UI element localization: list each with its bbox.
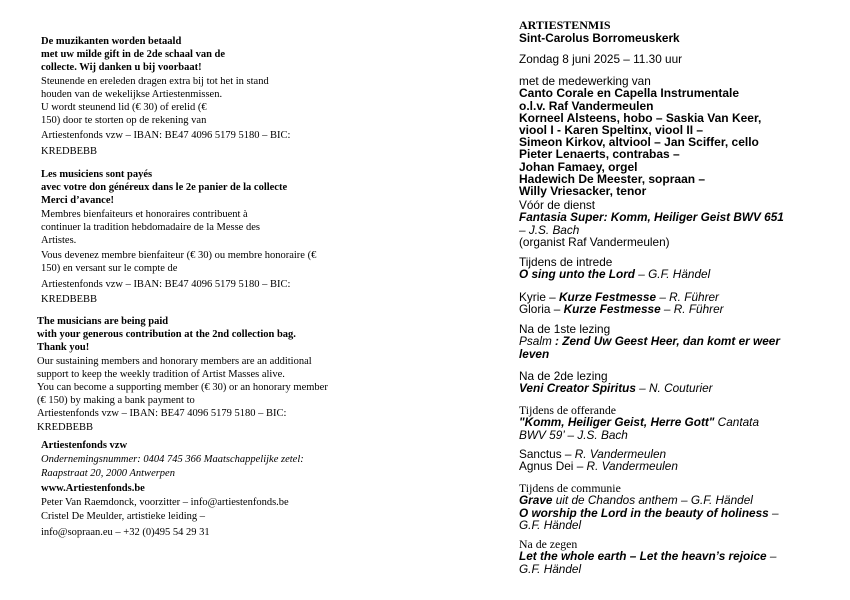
program-composer: G.F. Händel bbox=[519, 518, 582, 533]
english-body-line: KREDBEBB bbox=[37, 421, 94, 433]
performer-line: Canto Corale en Capella Instrumentale bbox=[519, 86, 740, 101]
program-work: "Komm, Heiliger Geist, Herre Gott" bbox=[519, 415, 715, 430]
english-body-line: Our sustaining members and honorary members are an additional bbox=[37, 355, 312, 367]
program-lezing-2 bbox=[519, 370, 713, 395]
english-notice bbox=[37, 315, 328, 434]
program-intrede bbox=[519, 256, 710, 281]
program-composer: G.F. Händel bbox=[519, 561, 582, 576]
dutch-body-line: U wordt steunend lid (€ 30) of erelid (€ bbox=[41, 102, 207, 114]
dutch-body-line: Steunende en ereleden dragen extra bij tot het in stand bbox=[41, 75, 269, 87]
program-label: Sanctus – bbox=[519, 447, 575, 461]
english-bold-line: Thank you! bbox=[37, 342, 90, 354]
performer-line: Pieter Lenaerts, contrabas – bbox=[519, 147, 680, 162]
french-bold-line: Merci d’avance! bbox=[41, 195, 114, 207]
program-work: leven bbox=[519, 346, 550, 361]
church-name: Sint-Carolus Borromeuskerk bbox=[519, 31, 680, 45]
english-body-line: (€ 150) by making a bank payment to bbox=[37, 395, 195, 407]
org-contact: Peter Van Raemdonck, voorzitter – info@artiestenfonds.be bbox=[41, 496, 289, 508]
performer-line: viool I - Karen Speltinx, viool II – bbox=[519, 123, 704, 138]
program-zegen bbox=[519, 538, 776, 575]
event-title: ARTIESTENMIS bbox=[519, 18, 611, 32]
program-composer: BWV 59’ – J.S. Bach bbox=[519, 427, 628, 442]
program-work: O worship the Lord in the beauty of holiness bbox=[519, 505, 769, 520]
dutch-body-line: Artiestenfonds vzw – IBAN: BE47 4096 5179 5180 – BIC: bbox=[41, 130, 291, 142]
program-offerande bbox=[519, 404, 759, 441]
dutch-bold-line: collecte. Wij danken u bij voorbaat! bbox=[41, 62, 202, 74]
program-heading: Vóór de dienst bbox=[519, 198, 596, 212]
french-notice bbox=[41, 168, 316, 306]
program-sanctus-agnus bbox=[519, 448, 678, 473]
program-work: : Zend Uw Geest Heer, dan komt er weer bbox=[551, 334, 780, 349]
program-composer: – R. Führer bbox=[660, 302, 724, 317]
program-work: O sing unto the Lord bbox=[519, 267, 635, 282]
dutch-notice bbox=[41, 35, 290, 158]
dutch-body-line: 150) door te storten op de rekening van bbox=[41, 115, 207, 127]
program-work: Kurze Festmesse bbox=[559, 290, 657, 304]
english-body-line: Artiestenfonds vzw – IBAN: BE47 4096 5179 5180 – BIC: bbox=[37, 408, 287, 420]
program-work: Let the whole earth – Let the heavn’s rejoice bbox=[519, 549, 767, 564]
french-body-line: Vous devenez membre bienfaiteur (€ 30) ou membre honoraire (€ bbox=[41, 250, 317, 262]
program-work: Kurze Festmesse bbox=[563, 302, 661, 317]
program-label: Psalm bbox=[519, 334, 552, 349]
program-label: Agnus Dei – bbox=[519, 459, 587, 474]
french-body-line: Artiestenfonds vzw – IBAN: BE47 4096 5179 5180 – BIC: bbox=[41, 278, 291, 290]
performer-line: o.l.v. Raf Vandermeulen bbox=[519, 98, 654, 113]
english-bold-line: The musicians are being paid bbox=[37, 316, 169, 327]
french-body-line: Artistes. bbox=[41, 235, 77, 247]
program-heading: Tijdens de offerande bbox=[519, 403, 616, 417]
organisation-info bbox=[41, 439, 304, 539]
program-lezing-1 bbox=[519, 323, 780, 360]
french-body-line: 150) en versant sur le compte de bbox=[41, 263, 178, 275]
org-registration: Ondernemingsnummer: 0404 745 366 Maatschappelijke zetel: bbox=[41, 454, 304, 466]
event-date: Zondag 8 juni 2025 – 11.30 uur bbox=[519, 52, 683, 66]
program-suffix: Cantata bbox=[714, 415, 760, 430]
org-registration: Raapstraat 20, 2000 Antwerpen bbox=[41, 468, 175, 480]
dutch-bold-line: De muzikanten worden betaald bbox=[41, 36, 182, 47]
english-bold-line: with your generous contribution at the 2nd collection bag. bbox=[37, 329, 296, 341]
org-name: Artiestenfonds vzw bbox=[41, 440, 128, 451]
performers-section bbox=[519, 75, 761, 197]
dutch-bold-line: met uw milde gift in de 2de schaal van de bbox=[41, 49, 226, 61]
program-heading: Na de 2de lezing bbox=[519, 369, 608, 383]
program-composer: – G.F. Händel bbox=[635, 267, 711, 282]
program-composer: – R. Führer bbox=[656, 290, 719, 304]
french-body-line: Membres bienfaiteurs et honoraires contribuent à bbox=[41, 208, 248, 220]
program-label: Gloria – bbox=[519, 302, 564, 317]
french-bold-line: avec votre don généreux dans le 2e panier de la collecte bbox=[41, 182, 288, 194]
program-work: Grave bbox=[519, 493, 553, 508]
program-rest: – bbox=[766, 549, 777, 564]
program-communie bbox=[519, 482, 779, 532]
performer-line: Hadewich De Meester, sopraan – bbox=[519, 171, 706, 186]
program-heading: Na de 1ste lezing bbox=[519, 322, 611, 336]
collaboration-intro: met de medewerking van bbox=[519, 74, 651, 88]
org-contact: info@sopraan.eu – +32 (0)495 54 29 31 bbox=[41, 527, 210, 539]
program-heading: Na de zegen bbox=[519, 537, 578, 551]
program-label: Kyrie – bbox=[519, 290, 559, 304]
event-header bbox=[519, 19, 680, 45]
french-body-line: KREDBEBB bbox=[41, 293, 98, 305]
program-rest: – bbox=[768, 505, 779, 520]
program-composer: R. Vandermeulen bbox=[574, 447, 667, 461]
dutch-body-line: KREDBEBB bbox=[41, 145, 98, 157]
performer-line: Korneel Alsteens, hobo – Saskia Van Keer, bbox=[519, 110, 762, 125]
program-work: Veni Creator Spiritus bbox=[519, 381, 636, 396]
performer-line: Simeon Kirkov, altviool – Jan Sciffer, cello bbox=[519, 135, 759, 150]
program-heading: Tijdens de communie bbox=[519, 481, 621, 495]
program-composer: R. Vandermeulen bbox=[586, 459, 678, 474]
org-website: www.Artiestenfonds.be bbox=[41, 482, 145, 494]
performer-line: Willy Vriesacker, tenor bbox=[519, 184, 647, 199]
program-ordinarium bbox=[519, 291, 724, 316]
program-composer: – N. Couturier bbox=[635, 381, 713, 396]
program-note: (organist Raf Vandermeulen) bbox=[519, 235, 670, 250]
performer-line: Johan Famaey, orgel bbox=[519, 159, 638, 174]
program-rest: uit de Chandos anthem – G.F. Händel bbox=[552, 493, 753, 508]
dutch-body-line: houden van de wekelijkse Artiestenmissen. bbox=[41, 88, 223, 100]
org-contact: Cristel De Meulder, artistieke leiding – bbox=[41, 511, 206, 523]
program-composer: – J.S. Bach bbox=[519, 222, 580, 237]
french-body-line: continuer la tradition hebdomadaire de la Messe des bbox=[41, 221, 260, 233]
french-bold-line: Les musiciens sont payés bbox=[41, 169, 153, 180]
program-heading: Tijdens de intrede bbox=[519, 255, 613, 269]
program-voor-dienst bbox=[519, 199, 784, 249]
program-work: Fantasia Super: Komm, Heiliger Geist BWV 651 bbox=[519, 210, 784, 225]
english-body-line: You can become a supporting member (€ 30) or an honorary member bbox=[37, 382, 328, 394]
english-body-line: support to keep the weekly tradition of Artist Masses alive. bbox=[37, 368, 285, 380]
